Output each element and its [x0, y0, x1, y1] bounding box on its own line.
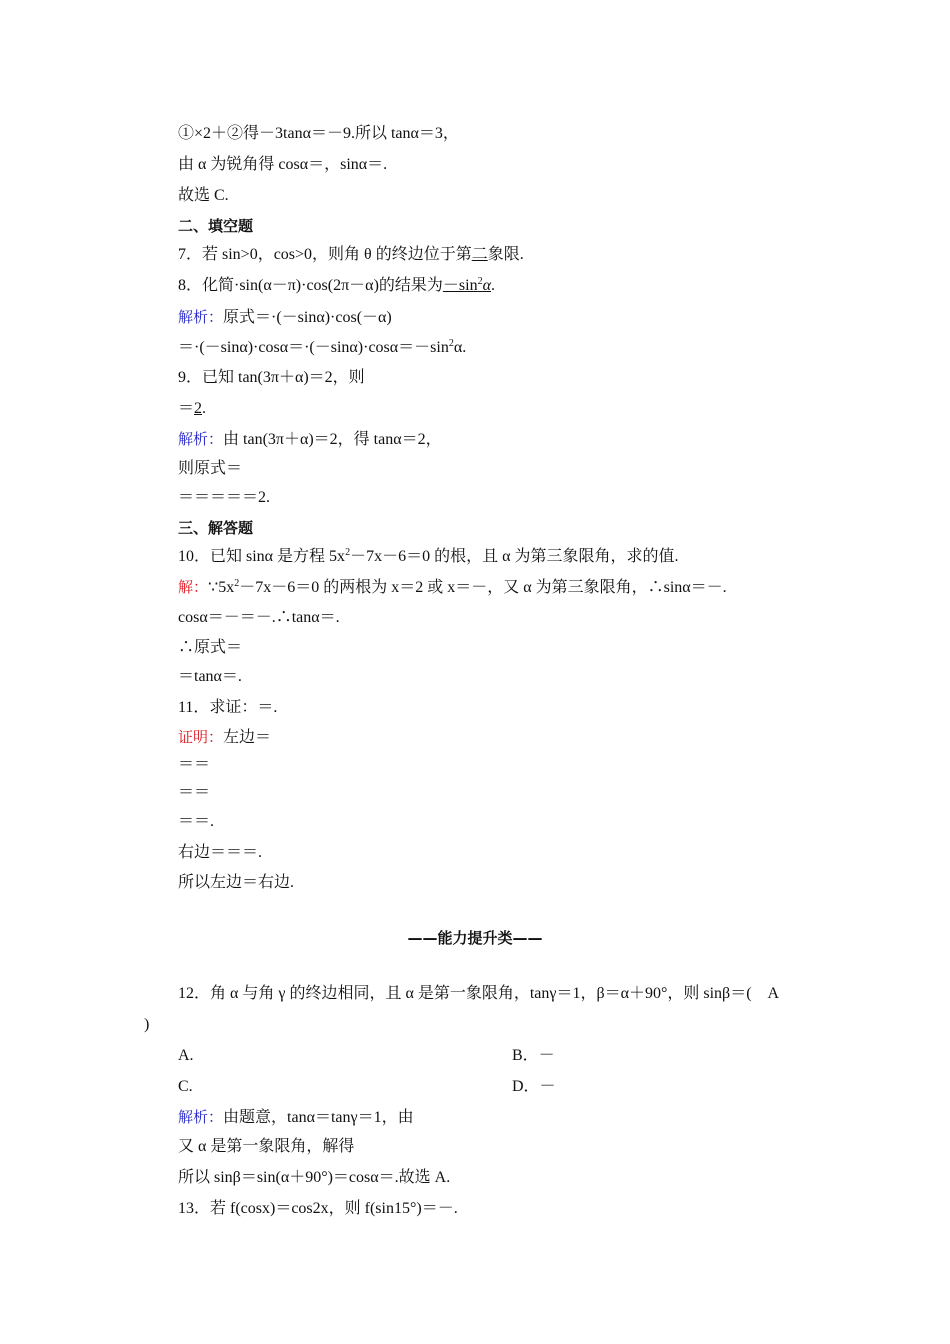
option-c: C.	[178, 1078, 193, 1095]
question-11-proof-4: ＝＝.	[178, 813, 215, 830]
question-11-proof-5: 右边＝＝＝.	[178, 844, 263, 861]
question-11-proof-6: 所以左边＝右边.	[178, 874, 295, 891]
question-7-answer: 二	[471, 246, 488, 263]
section-heading-fill-in: 二、填空题	[178, 217, 254, 235]
section-heading-answer: 三、解答题	[178, 519, 254, 537]
question-7-text: 7．若 sin>0，cos>0，则角 θ 的终边位于第	[178, 246, 472, 263]
section-heading-ability: ——能力提升类——	[407, 929, 543, 947]
question-9-solution-2: 则原式＝	[178, 460, 243, 477]
jiexi-label: 解析：	[178, 308, 224, 326]
jie-label: 解：	[178, 578, 209, 596]
question-12-close: )	[144, 1016, 150, 1033]
question-9-solution-1: 解析：由 tan(3π＋α)＝2，得 tanα＝2，	[178, 430, 442, 448]
jiexi-label: 解析：	[178, 1108, 224, 1126]
question-8-solution-1: 解析：原式＝·(－sinα)·cos(－α)	[178, 308, 392, 326]
question-8-solution-2: $=\cdot(-\sin\alpha)\cdot\cos\alpha=\cdot(-\sin\alpha)\cdot\cos\alpha=-\sin^2\alpha$.	[178, 338, 467, 356]
question-8-text: 8．化简·sin(α－π)·cos(2π－α)的结果为	[178, 277, 443, 294]
question-10: 10．已知 sinα 是方程 $5x^2-7x-6=0$ 的根，且 α 为第三象限角，求的值.	[178, 547, 679, 565]
solution-line-2: 由 α 为锐角得 cosα＝，sinα＝.	[178, 156, 388, 173]
jiexi-label: 解析：	[178, 430, 224, 448]
question-11: 11．求证：＝.	[178, 699, 278, 716]
question-12: 12．角 α 与角 γ 的终边相同，且 α 是第一象限角，tanγ＝1，β＝α＋90°，则 sinβ＝( A	[178, 985, 780, 1002]
question-9-answer: 2	[194, 400, 203, 417]
solution-line-3: 故选 C.	[178, 187, 229, 204]
question-10-solution-3: ∴原式＝	[178, 639, 243, 656]
question-12-solution-1: 解析：由题意，tanα＝tanγ＝1，由	[178, 1108, 414, 1126]
question-9: 9．已知 tan(3π＋α)＝2，则	[178, 369, 365, 386]
option-a: A.	[178, 1047, 194, 1064]
question-10-solution-2: cosα＝－＝－.∴tanα＝.	[178, 609, 340, 626]
question-12-solution-2: 又 α 是第一象限角，解得	[178, 1138, 355, 1155]
question-8-answer: $-\sin^2\alpha$	[442, 276, 491, 294]
option-b: B．－	[512, 1047, 555, 1064]
zhengming-label: 证明：	[178, 728, 224, 746]
question-13: 13．若 f(cosx)＝cos2x，则 f(sin15°)＝－.	[178, 1200, 458, 1217]
question-12-solution-3: 所以 sinβ＝sin(α＋90°)＝cosα＝.故选 A.	[178, 1169, 451, 1186]
question-10-solution-4: ＝tanα＝.	[178, 668, 242, 685]
question-11-proof-2: ＝＝	[178, 756, 211, 773]
question-7	[178, 245, 524, 265]
question-9-answer-line: ＝2.	[178, 400, 207, 417]
question-7-tail: 象限.	[487, 246, 524, 263]
option-d: D．－	[512, 1078, 556, 1095]
question-11-proof-3: ＝＝	[178, 784, 211, 801]
question-9-solution-3: ＝＝＝＝＝2.	[178, 489, 271, 506]
solution-line-1: ①×2＋②得－3tanα＝－9.所以 tanα＝3，	[178, 125, 459, 142]
question-10-solution-1: 解：$\because 5x^2-7x-6=0$ 的两根为 x＝2 或 x＝－，又 α 为第三象限角，∴sinα＝－.	[178, 578, 727, 596]
question-11-proof-1: 证明：左边＝	[178, 728, 272, 746]
question-8: 8．化简·sin(α－π)·cos(2π－α)的结果为$-\sin^2\alpha$.	[178, 276, 495, 294]
